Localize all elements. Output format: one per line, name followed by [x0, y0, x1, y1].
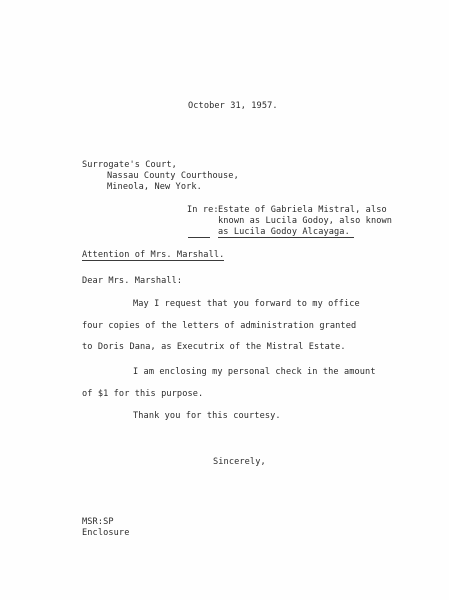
in-re-underline-left	[188, 237, 210, 238]
in-re-line-3: as Lucila Godoy Alcayaga.	[218, 227, 350, 237]
addressee-line-3: Mineola, New York.	[107, 182, 202, 192]
attention-underline	[82, 260, 224, 261]
salutation: Dear Mrs. Marshall:	[82, 276, 183, 286]
body-p2-line-1: I am enclosing my personal check in the amount	[133, 367, 376, 377]
body-p1-line-3: to Doris Dana, as Executrix of the Mistral Estate.	[82, 342, 346, 352]
in-re-line-1: Estate of Gabriela Mistral, also	[218, 205, 387, 215]
enclosure-note: Enclosure	[82, 528, 130, 538]
body-p3: Thank you for this courtesy.	[133, 411, 281, 421]
letter-date: October 31, 1957.	[188, 101, 278, 111]
initials: MSR:SP	[82, 517, 114, 527]
addressee-line-1: Surrogate's Court,	[82, 160, 177, 170]
body-p2-line-2: of $1 for this purpose.	[82, 389, 204, 399]
in-re-line-2: known as Lucila Godoy, also known	[218, 216, 393, 226]
in-re-underline	[218, 237, 354, 238]
body-p1-line-1: May I request that you forward to my office	[133, 299, 360, 309]
in-re-label: In re:	[187, 205, 219, 215]
addressee-line-2: Nassau County Courthouse,	[107, 171, 239, 181]
body-p1-line-2: four copies of the letters of administration granted	[82, 321, 357, 331]
closing: Sincerely,	[213, 457, 266, 467]
attention-line: Attention of Mrs. Marshall.	[82, 250, 225, 260]
